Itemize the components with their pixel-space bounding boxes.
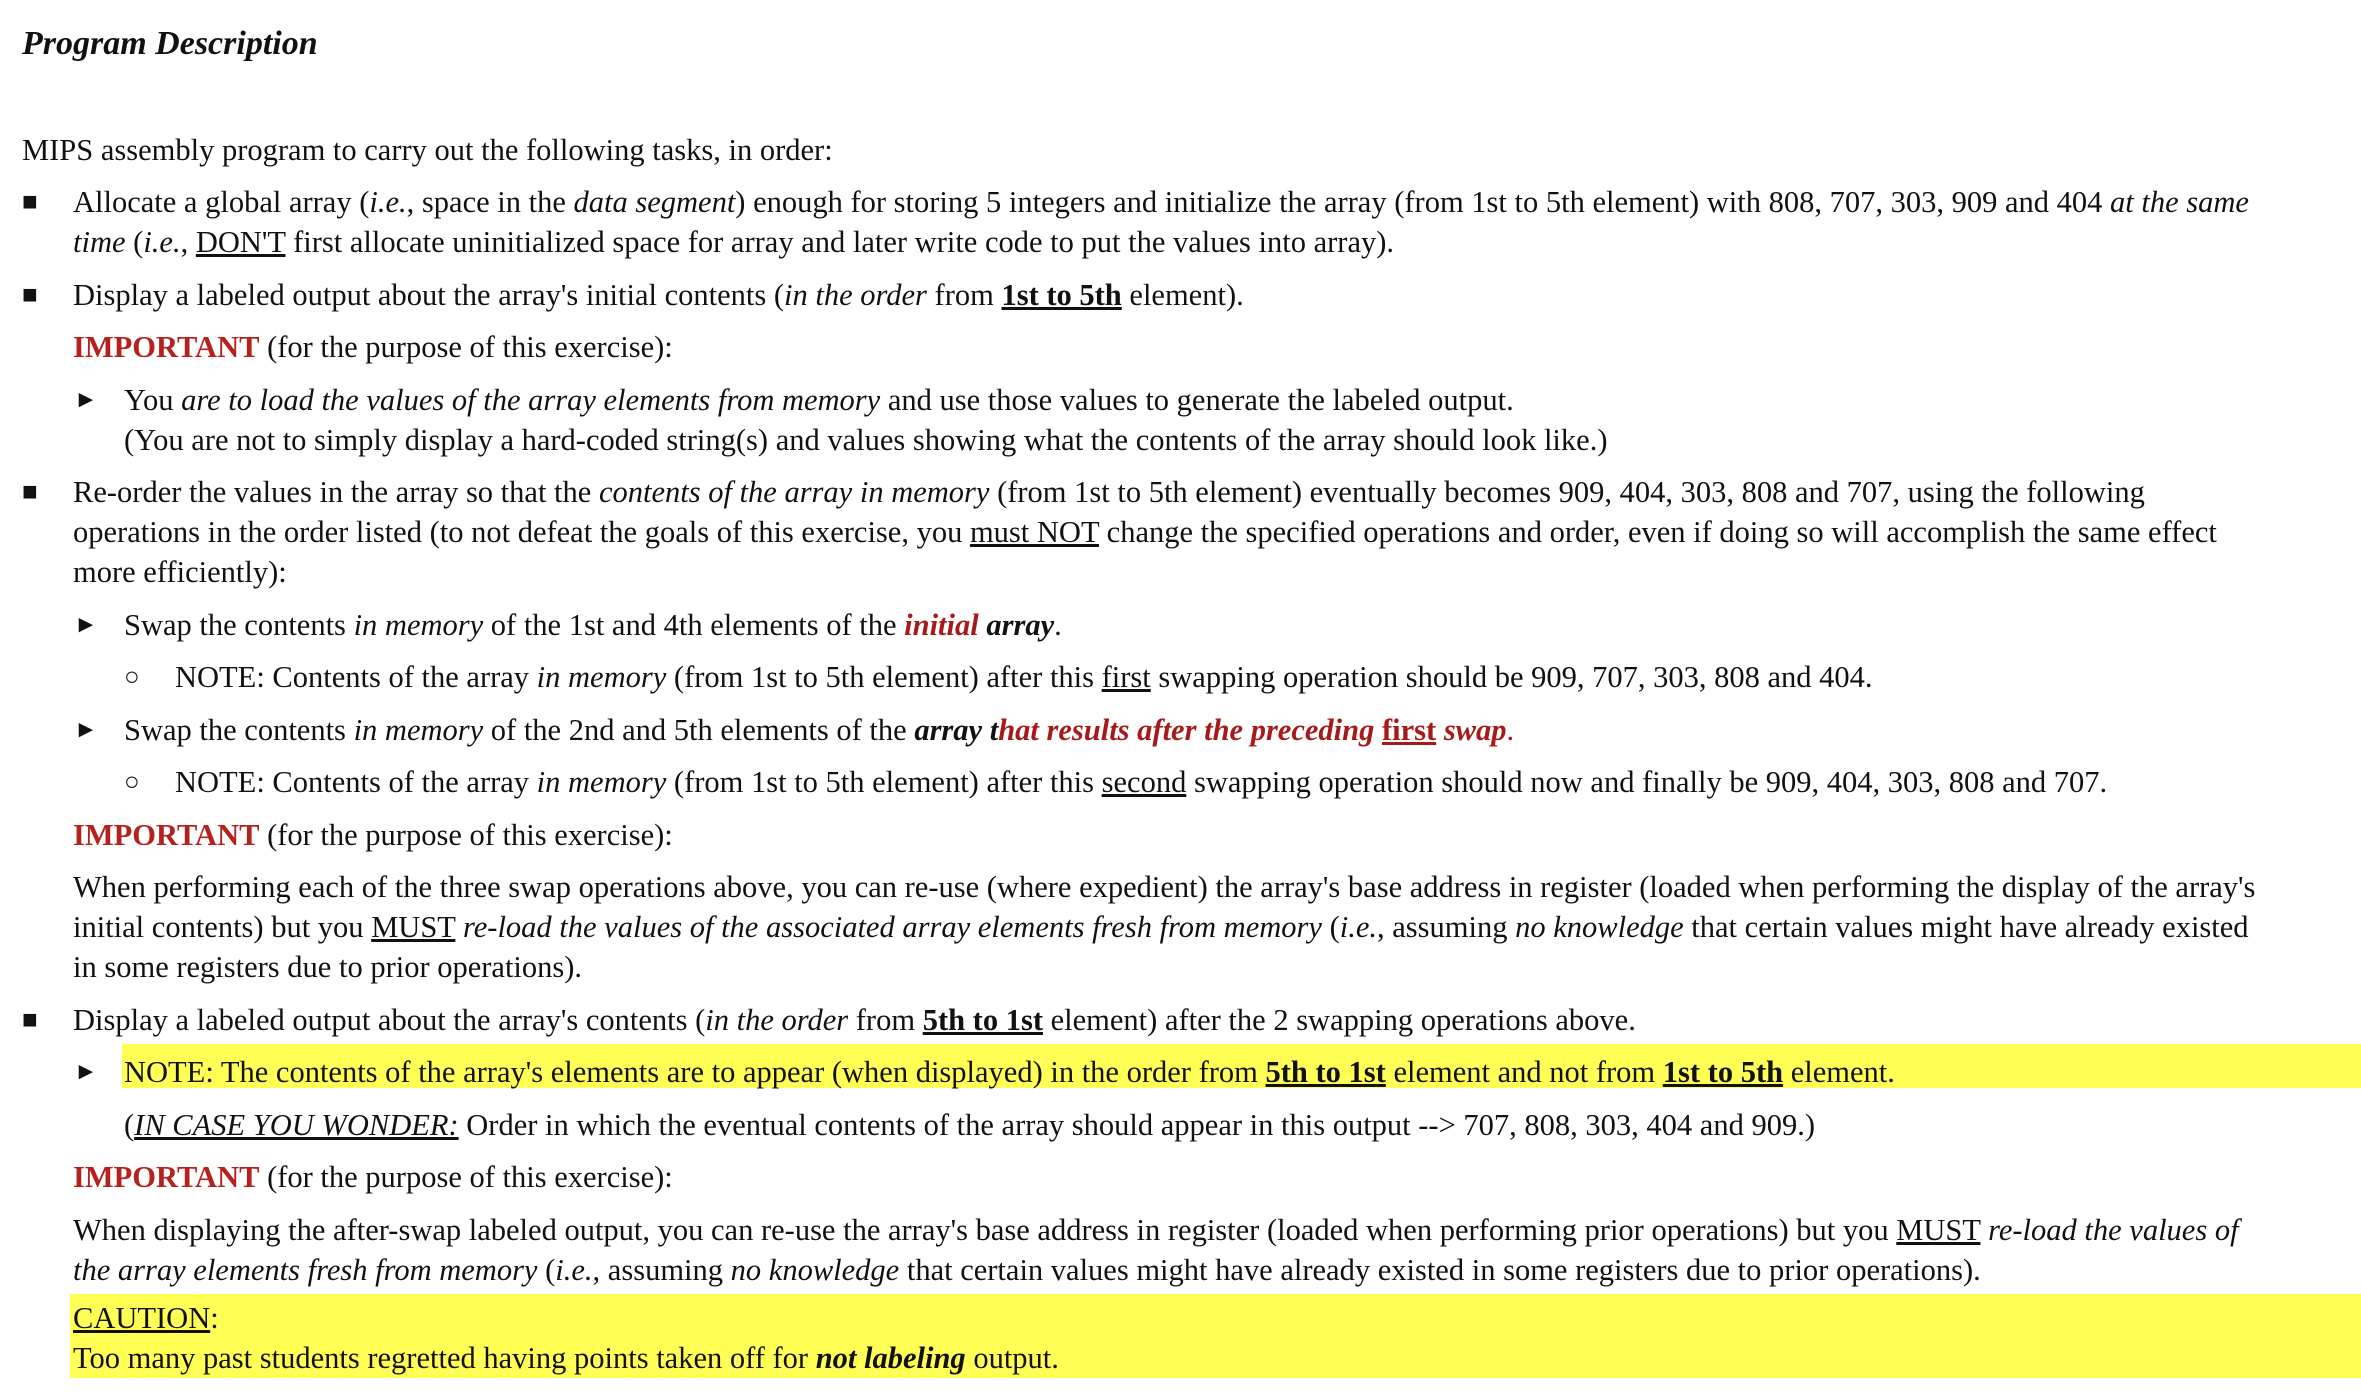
important2-line2: initial contents) but you MUST re-load the values of the associated array elements fresh from memory (i.e., assuming no knowledge that certain values might have already existed bbox=[73, 910, 2249, 944]
triangle-bullet-icon: ► bbox=[74, 717, 98, 743]
task4-line: Display a labeled output about the array's contents (in the order from 5th to 1st element) after the 2 swapping operations above. bbox=[73, 1003, 1636, 1037]
intro-text: MIPS assembly program to carry out the following tasks, in order: bbox=[22, 133, 833, 167]
triangle-bullet-icon: ► bbox=[74, 387, 98, 413]
task2-sub-line2: (You are not to simply display a hard-coded string(s) and values showing what the contents of the array should look like.) bbox=[124, 423, 1608, 457]
task3-line1: Re-order the values in the array so that the contents of the array in memory (from 1st to 5th element) eventually becomes 909, 404, 303, 808 and 707, using the following bbox=[73, 475, 2145, 509]
square-bullet-icon: ■ bbox=[22, 187, 38, 216]
triangle-bullet-icon: ► bbox=[74, 612, 98, 638]
swap2-line: Swap the contents in memory of the 2nd and 5th elements of the array that results after the preceding first swap. bbox=[124, 713, 1515, 747]
important3-line1: When displaying the after-swap labeled output, you can re-use the array's base address in register (loaded when performing prior operations) but you MUST re-load the values of bbox=[73, 1213, 2239, 1247]
task4-wonder-line: (IN CASE YOU WONDER: Order in which the eventual contents of the array should appear in this output --> 707, 808, 303, 404 and 909.) bbox=[124, 1108, 1815, 1142]
note2-line: NOTE: Contents of the array in memory (from 1st to 5th element) after this second swapping operation should now and finally be 909, 404, 303, 808 and 707. bbox=[175, 765, 2108, 799]
note1-line: NOTE: Contents of the array in memory (from 1st to 5th element) after this first swapping operation should be 909, 707, 303, 808 and 404. bbox=[175, 660, 1873, 694]
circle-bullet-icon: ○ bbox=[124, 767, 140, 796]
important2-line1: When performing each of the three swap operations above, you can re-use (where expedient) the array's base address in register (loaded when performing the display of the array's bbox=[73, 870, 2256, 904]
square-bullet-icon: ■ bbox=[22, 477, 38, 506]
important3-line2: the array elements fresh from memory (i.e., assuming no knowledge that certain values might have already existed in some registers due to prior operations). bbox=[73, 1253, 1981, 1287]
important-heading-1: IMPORTANT (for the purpose of this exercise): bbox=[73, 330, 673, 364]
task1-line1: Allocate a global array (i.e., space in the data segment) enough for storing 5 integers and initialize the array (from 1st to 5th element) with 808, 707, 303, 909 and 404 at the same bbox=[73, 185, 2249, 219]
square-bullet-icon: ■ bbox=[22, 280, 38, 309]
page-title: Program Description bbox=[22, 25, 318, 62]
caution-label: CAUTION: bbox=[73, 1301, 219, 1335]
circle-bullet-icon: ○ bbox=[124, 662, 140, 691]
square-bullet-icon: ■ bbox=[22, 1005, 38, 1034]
swap1-line: Swap the contents in memory of the 1st and 4th elements of the initial array. bbox=[124, 608, 1062, 642]
important-heading-2: IMPORTANT (for the purpose of this exercise): bbox=[73, 818, 673, 852]
caution-text: Too many past students regretted having points taken off for not labeling output. bbox=[73, 1341, 1059, 1375]
important2-line3: in some registers due to prior operations). bbox=[73, 950, 583, 984]
task3-line3: more efficiently): bbox=[73, 555, 287, 589]
task2-sub-line1: You are to load the values of the array elements from memory and use those values to generate the labeled output. bbox=[124, 383, 1514, 417]
task3-line2: operations in the order listed (to not defeat the goals of this exercise, you must NOT change the specified operations and order, even if doing so will accomplish the same effect bbox=[73, 515, 2217, 549]
task4-note-line: NOTE: The contents of the array's elements are to appear (when displayed) in the order from 5th to 1st element and not from 1st to 5th element. bbox=[124, 1055, 1895, 1089]
triangle-bullet-icon: ► bbox=[74, 1059, 98, 1085]
task2-line: Display a labeled output about the array's initial contents (in the order from 1st to 5th element). bbox=[73, 278, 1244, 312]
task1-line2: time (i.e., DON'T first allocate uninitialized space for array and later write code to put the values into array). bbox=[73, 225, 1395, 259]
important-heading-3: IMPORTANT (for the purpose of this exercise): bbox=[73, 1160, 673, 1194]
